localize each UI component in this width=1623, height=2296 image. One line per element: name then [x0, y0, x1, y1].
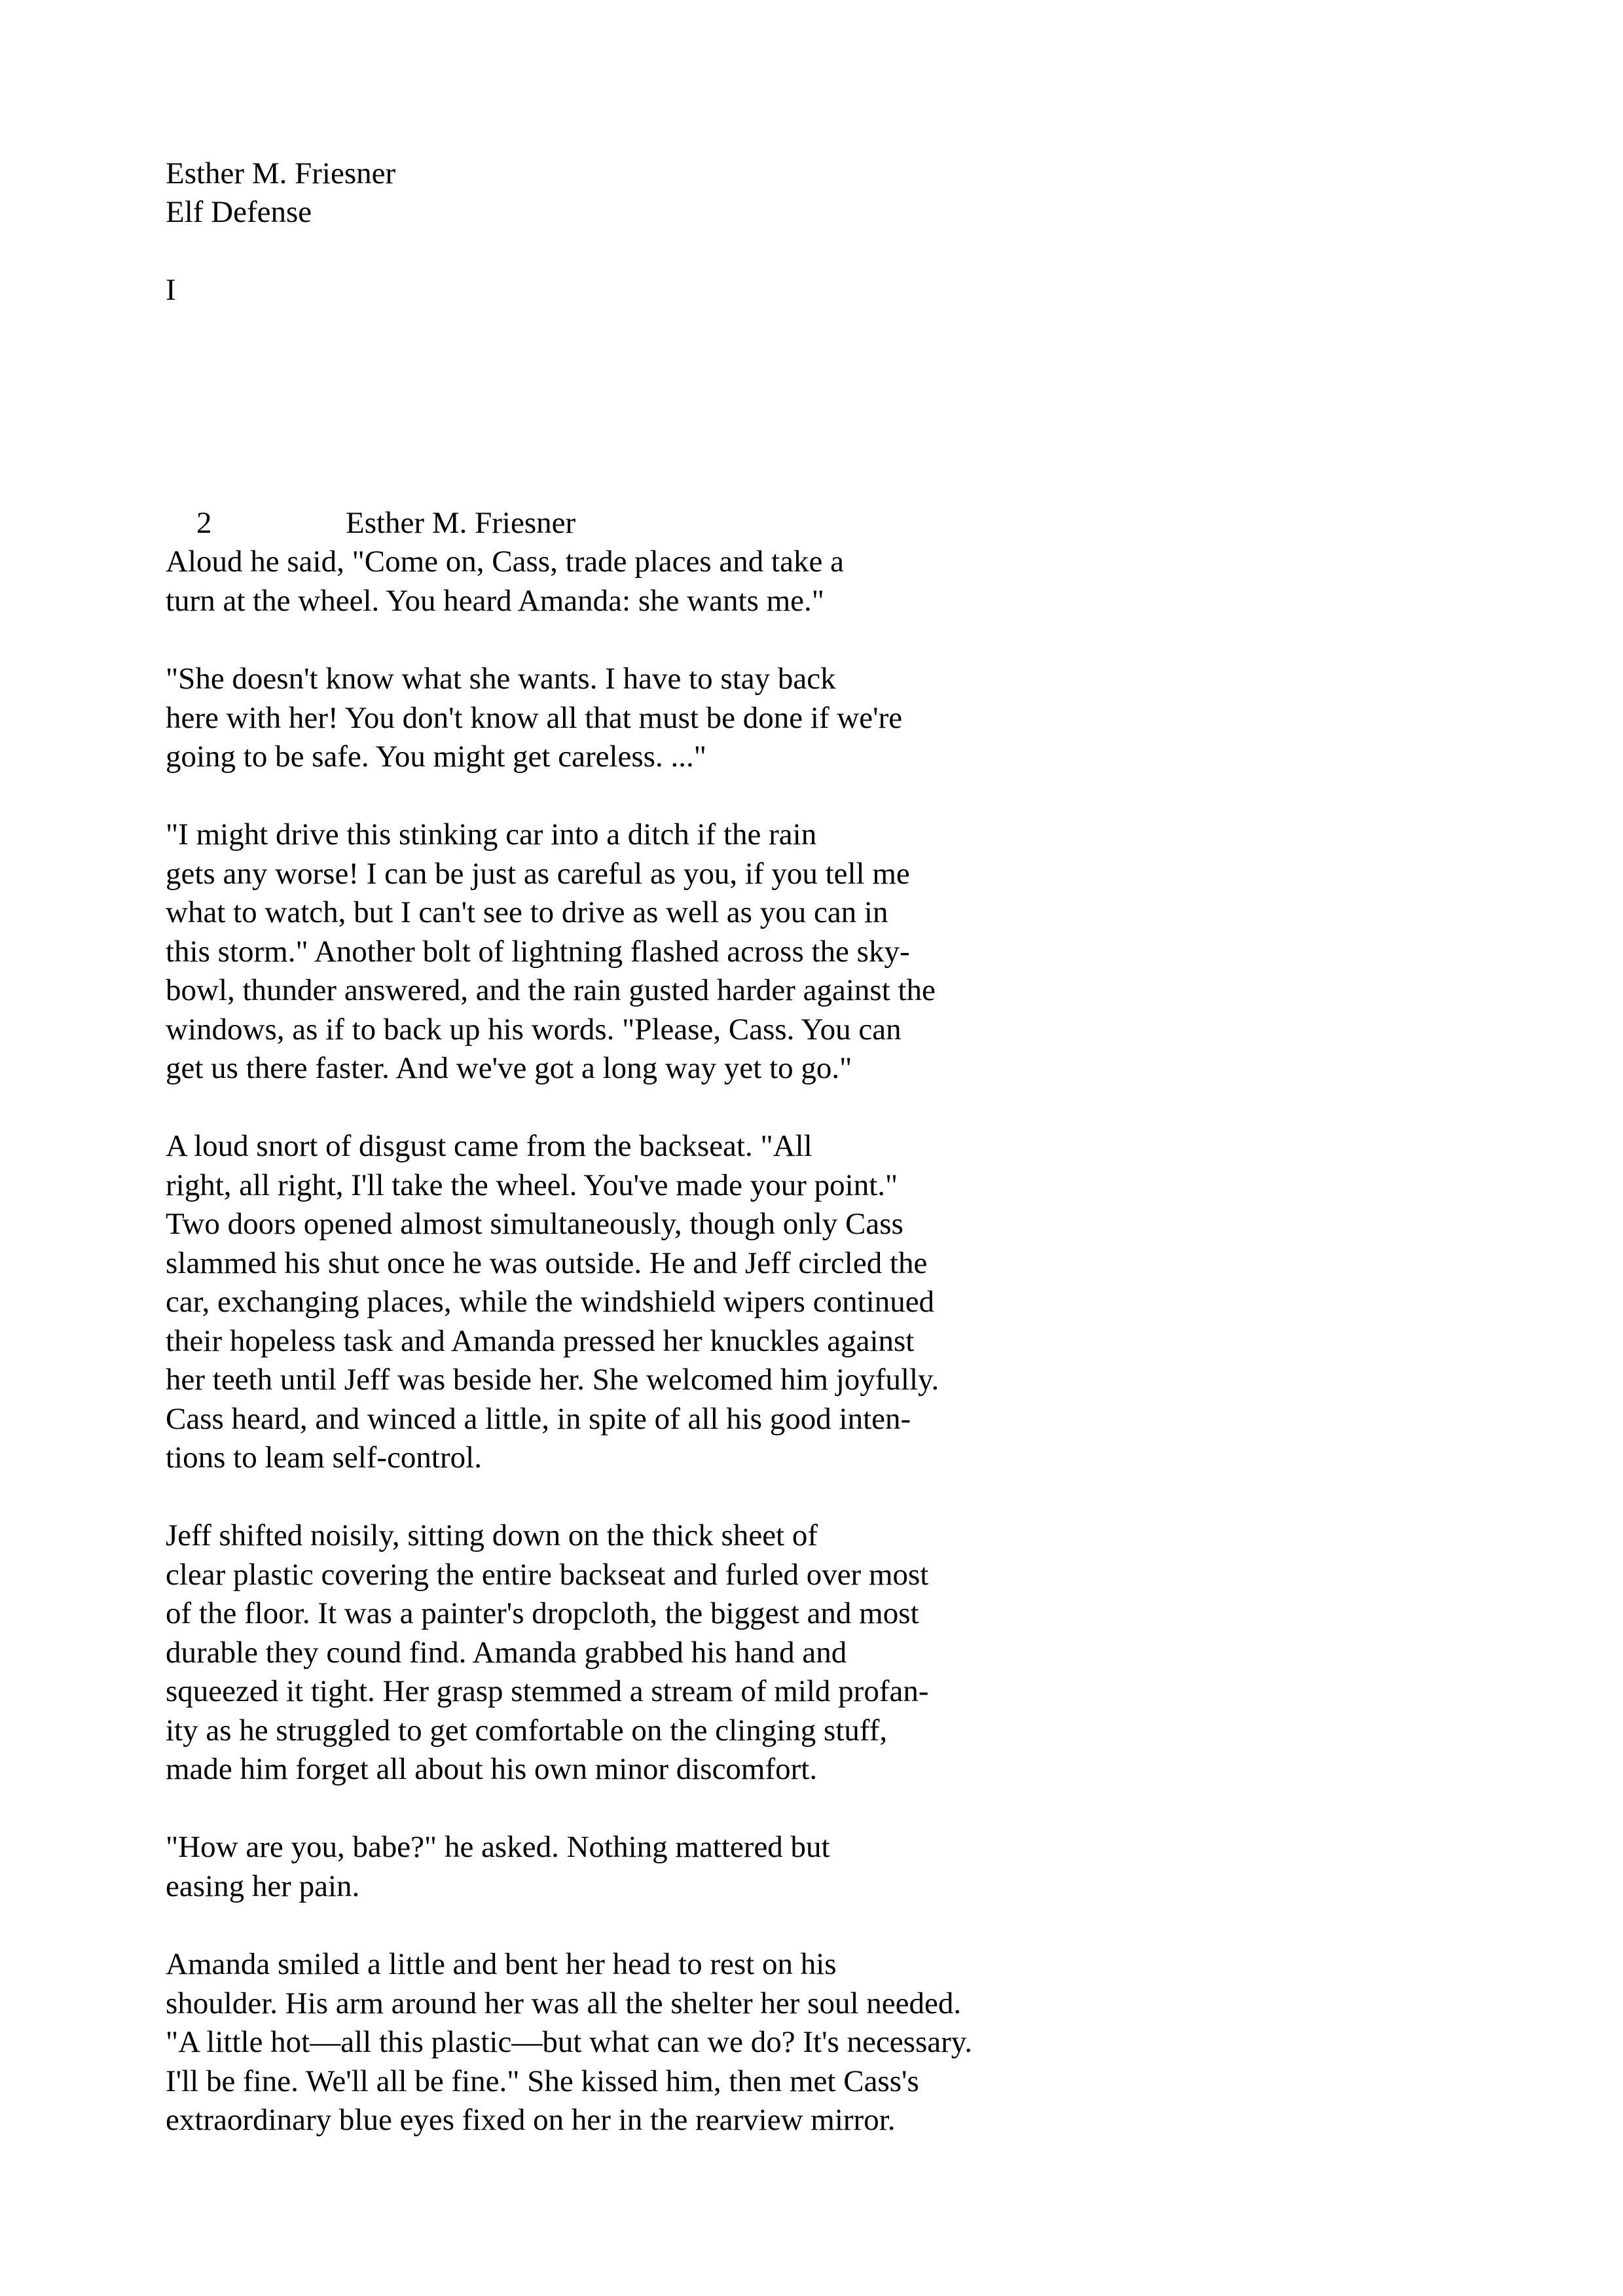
- text-line: clear plastic covering the entire backseat and furled over most: [166, 1557, 929, 1592]
- text-line: "A little hot—all this plastic—but what can we do? It's necessary.: [166, 2025, 972, 2059]
- text-line: right, all right, I'll take the wheel. You've made your point.": [166, 1168, 898, 1202]
- text-line: Aloud he said, "Come on, Cass, trade places and take a: [166, 545, 844, 579]
- text-line: her teeth until Jeff was beside her. She welcomed him joyfully.: [166, 1363, 939, 1397]
- text-line: easing her pain.: [166, 1869, 360, 1903]
- text-line: "I might drive this stinking car into a ditch if the rain: [166, 817, 817, 852]
- text-line: turn at the wheel. You heard Amanda: she wants me.": [166, 583, 824, 618]
- text-line: I'll be fine. We'll all be fine." She kissed him, then met Cass's: [166, 2064, 919, 2098]
- book-title: Elf Defense: [166, 195, 312, 229]
- text-line: get us there faster. And we've got a long way yet to go.": [166, 1051, 852, 1085]
- paragraph: [166, 1127, 1030, 1478]
- paragraph: [166, 1516, 1030, 1789]
- text-line: "How are you, babe?" he asked. Nothing mattered but: [166, 1830, 830, 1864]
- text-line: slammed his shut once he was outside. He and Jeff circled the: [166, 1246, 928, 1280]
- text-line: of the floor. It was a painter's dropcloth, the biggest and most: [166, 1596, 919, 1630]
- text-line: car, exchanging places, while the windshield wipers continued: [166, 1285, 935, 1319]
- text-line: gets any worse! I can be just as careful as you, if you tell me: [166, 856, 910, 891]
- text-line: here with her! You don't know all that must be done if we're: [166, 700, 903, 735]
- text-line: windows, as if to back up his words. "Please, Cass. You can: [166, 1012, 902, 1047]
- text-line: this storm." Another bolt of lightning flashed across the sky-: [166, 934, 910, 969]
- text-line: squeezed it tight. Her grasp stemmed a stream of mild profan-: [166, 1674, 929, 1708]
- text-line: bowl, thunder answered, and the rain gusted harder against the: [166, 973, 936, 1007]
- text-line: made him forget all about his own minor discomfort.: [166, 1752, 818, 1786]
- running-head-author: Esther M. Friesner: [346, 505, 576, 540]
- text-line: shoulder. His arm around her was all the shelter her soul needed.: [166, 1986, 962, 2020]
- text-line: ity as he struggled to get comfortable on the clinging stuff,: [166, 1713, 888, 1748]
- paragraph: [166, 543, 1030, 620]
- text-line: Two doors opened almost simultaneously, though only Cass: [166, 1207, 903, 1241]
- text-line: Amanda smiled a little and bent her head to rest on his: [166, 1947, 837, 1981]
- text-line: their hopeless task and Amanda pressed her knuckles against: [166, 1323, 915, 1358]
- paragraph: [166, 660, 1030, 777]
- paragraph: [166, 816, 1030, 1088]
- paragraph: [166, 1945, 1030, 2140]
- text-line: tions to leam self-control.: [166, 1441, 482, 1475]
- text-line: A loud snort of disgust came from the backseat. "All: [166, 1129, 812, 1163]
- author-line: Esther M. Friesner: [166, 156, 396, 190]
- text-line: extraordinary blue eyes fixed on her in the rearview mirror.: [166, 2103, 896, 2137]
- text-line: what to watch, but I can't see to drive as well as you can in: [166, 895, 888, 929]
- text-line: Jeff shifted noisily, sitting down on the thick sheet of: [166, 1518, 818, 1552]
- text-line: going to be safe. You might get careless. ...": [166, 740, 706, 774]
- chapter-number: I: [166, 273, 176, 307]
- page-number: 2: [196, 505, 212, 540]
- text-line: durable they cound find. Amanda grabbed his hand and: [166, 1635, 847, 1670]
- text-line: "She doesn't know what she wants. I have to stay back: [166, 662, 836, 696]
- text-line: Cass heard, and winced a little, in spite of all his good inten-: [166, 1401, 911, 1436]
- paragraph: [166, 1828, 1030, 1906]
